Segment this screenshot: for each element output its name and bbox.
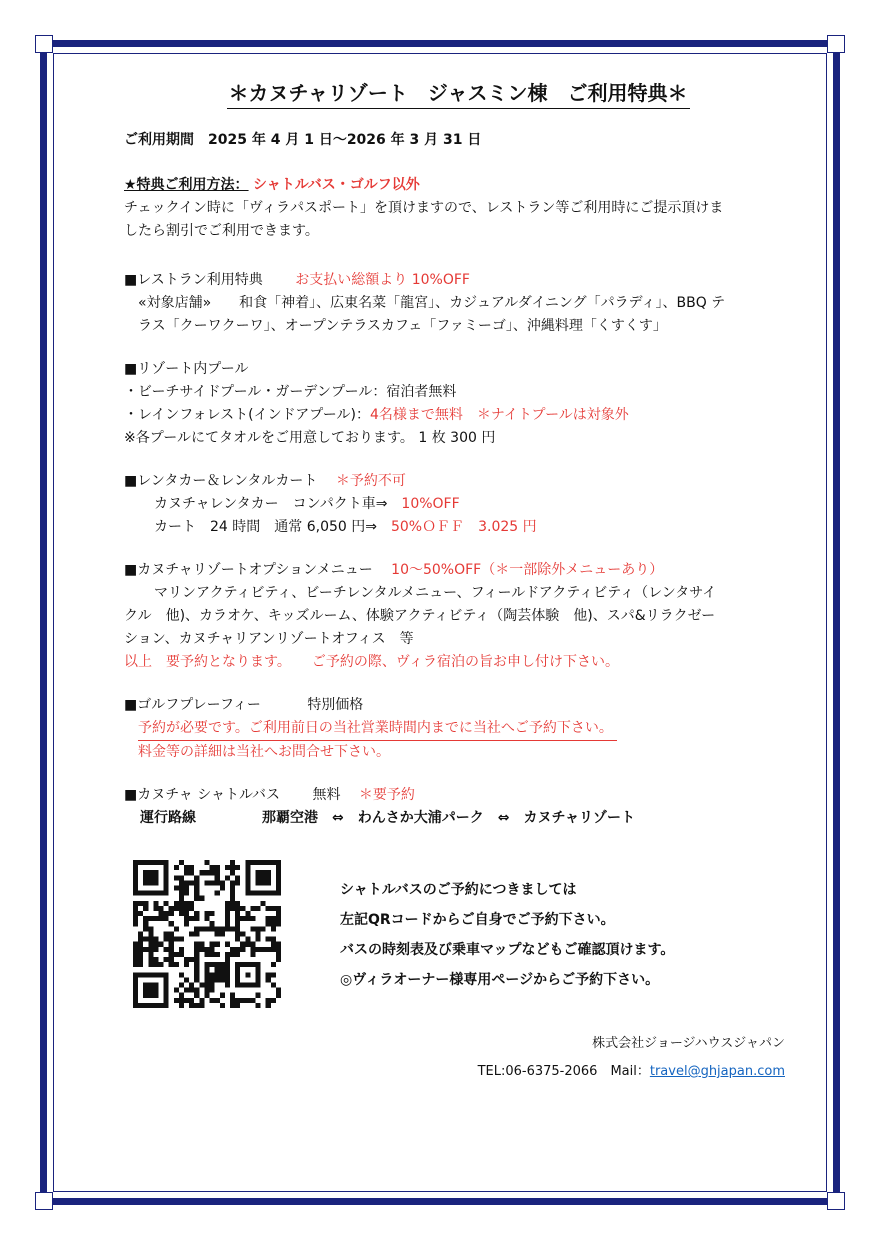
frame-corner-top-left (35, 35, 53, 53)
option-line-2: クル 他)、カラオケ、キッズルーム、体験アクティビティ（陶芸体験 他)、スパ&リラクゼー (124, 608, 716, 624)
qr-text-line-2: 左記QRコードからご自身でご予約下さい。 (340, 912, 615, 928)
restaurant-heading: ■レストラン利用特典 (124, 272, 263, 288)
qr-text-line-4: ◎ヴィラオーナー様専用ページからご予約下さい。 (340, 972, 660, 988)
page-title (124, 82, 792, 109)
rental-car-label: カヌチャレンタカー コンパクト車⇒ (154, 496, 388, 512)
pool-line-2-label: ・レインフォレスト(インドアプール)： (124, 407, 370, 423)
restaurant-line-1: «対象店舗» 和食「神着」、広東名菜「龍宮」、カジュアルダイニング「パラディ」、BBQ テ (138, 295, 726, 311)
rental-note: ＊予約不可 (335, 473, 406, 489)
restaurant-discount: お支払い総額より 10%OFF (295, 272, 470, 288)
option-line-1: マリンアクティビティ、ビーチレンタルメニュー、フィールドアクティビティ（レンタサイ (154, 585, 717, 601)
option-section (124, 559, 792, 674)
golf-line-2: 料金等の詳細は当社へお問合せ下さい。 (138, 744, 390, 760)
golf-line-1: 予約が必要です。ご利用前日の当社営業時間内までに当社へご予約下さい。 (138, 717, 617, 741)
rental-cart-discount: 50%ＯＦＦ 3.025 円 (390, 519, 537, 535)
contact-info (478, 1060, 785, 1079)
contact-mail-link[interactable]: travel@ghjapan.com (649, 1064, 785, 1079)
usage-method-section (124, 174, 792, 243)
rental-cart-label: カート 24 時間 通常 6,050 円⇒ (154, 519, 377, 535)
shuttle-route-label: 運行路線 (140, 810, 196, 826)
pool-line-3: ※各プールにてタオルをご用意しております。 1 枚 300 円 (124, 430, 496, 446)
restaurant-line-2: ラス「クーワクーワ」、オープンテラスカフェ「ファミーゴ」、沖縄料理「くすくす」 (138, 318, 667, 334)
usage-method-value: シャトルバス・ゴルフ以外 (253, 177, 420, 193)
shuttle-route-text: 那覇空港 ⇔ わんさか大浦パーク ⇔ カヌチャリゾート (262, 810, 636, 826)
rental-heading: ■レンタカー＆レンタルカート (124, 473, 318, 489)
shuttle-fee: 無料 (312, 787, 341, 803)
shuttle-note: ＊要予約 (358, 787, 415, 803)
pool-line-1: ・ビーチサイドプール・ガーデンプール：宿泊者無料 (124, 384, 457, 400)
rental-section (124, 470, 792, 539)
shuttle-route (124, 807, 792, 830)
rental-car-discount: 10%OFF (401, 496, 460, 512)
restaurant-section (124, 269, 792, 338)
shuttle-section (124, 784, 792, 830)
pool-heading: ■リゾート内プール (124, 361, 249, 377)
pool-line-2-note: 4名様まで無料 ＊ナイトプールは対象外 (369, 407, 629, 423)
shuttle-heading: ■カヌチャ シャトルバス (124, 787, 280, 803)
qr-instructions (340, 875, 674, 995)
usage-method-text-1: チェックイン時に「ヴィラパスポート」を頂けますので、レストラン等ご利用時にご提示頂けま (124, 200, 724, 216)
document-body (124, 70, 792, 830)
usage-method-text-2: したら割引でご利用できます。 (124, 223, 319, 239)
pool-section (124, 358, 792, 450)
usage-method-label: ★特典ご利用方法： (124, 177, 249, 193)
option-discount: 10～50%OFF（＊一部除外メニューあり） (391, 562, 664, 578)
frame-corner-bottom-left (35, 1192, 53, 1210)
qr-text-line-1: シャトルバスのご予約につきましては (340, 882, 577, 898)
golf-price: 特別価格 (307, 697, 364, 713)
option-heading: ■カヌチャリゾートオプションメニュー (124, 562, 373, 578)
golf-section (124, 694, 792, 764)
contact-tel: TEL:06-6375-2066 Mail： (477, 1064, 650, 1079)
option-line-3: ション、カヌチャリアンリゾートオフィス 等 (124, 631, 414, 647)
golf-heading: ■ゴルフプレーフィー (124, 697, 261, 713)
frame-corner-top-right (827, 35, 845, 53)
qr-code[interactable] (133, 860, 281, 1008)
company-name: 株式会社ジョージハウスジャパン (592, 1036, 785, 1051)
usage-period: ご利用期間 2025 年 4 月 1 日～2026 年 3 月 31 日 (124, 132, 482, 148)
qr-text-line-3: バスの時刻表及び乗車マップなどもご確認頂けます。 (340, 942, 675, 958)
frame-corner-bottom-right (827, 1192, 845, 1210)
page-title-text: ＊カヌチャリゾート ジャスミン棟 ご利用特典＊ (227, 82, 690, 109)
option-line-4: 以上 要予約となります。 ご予約の際、ヴィラ宿泊の旨お申し付け下さい。 (124, 654, 620, 670)
